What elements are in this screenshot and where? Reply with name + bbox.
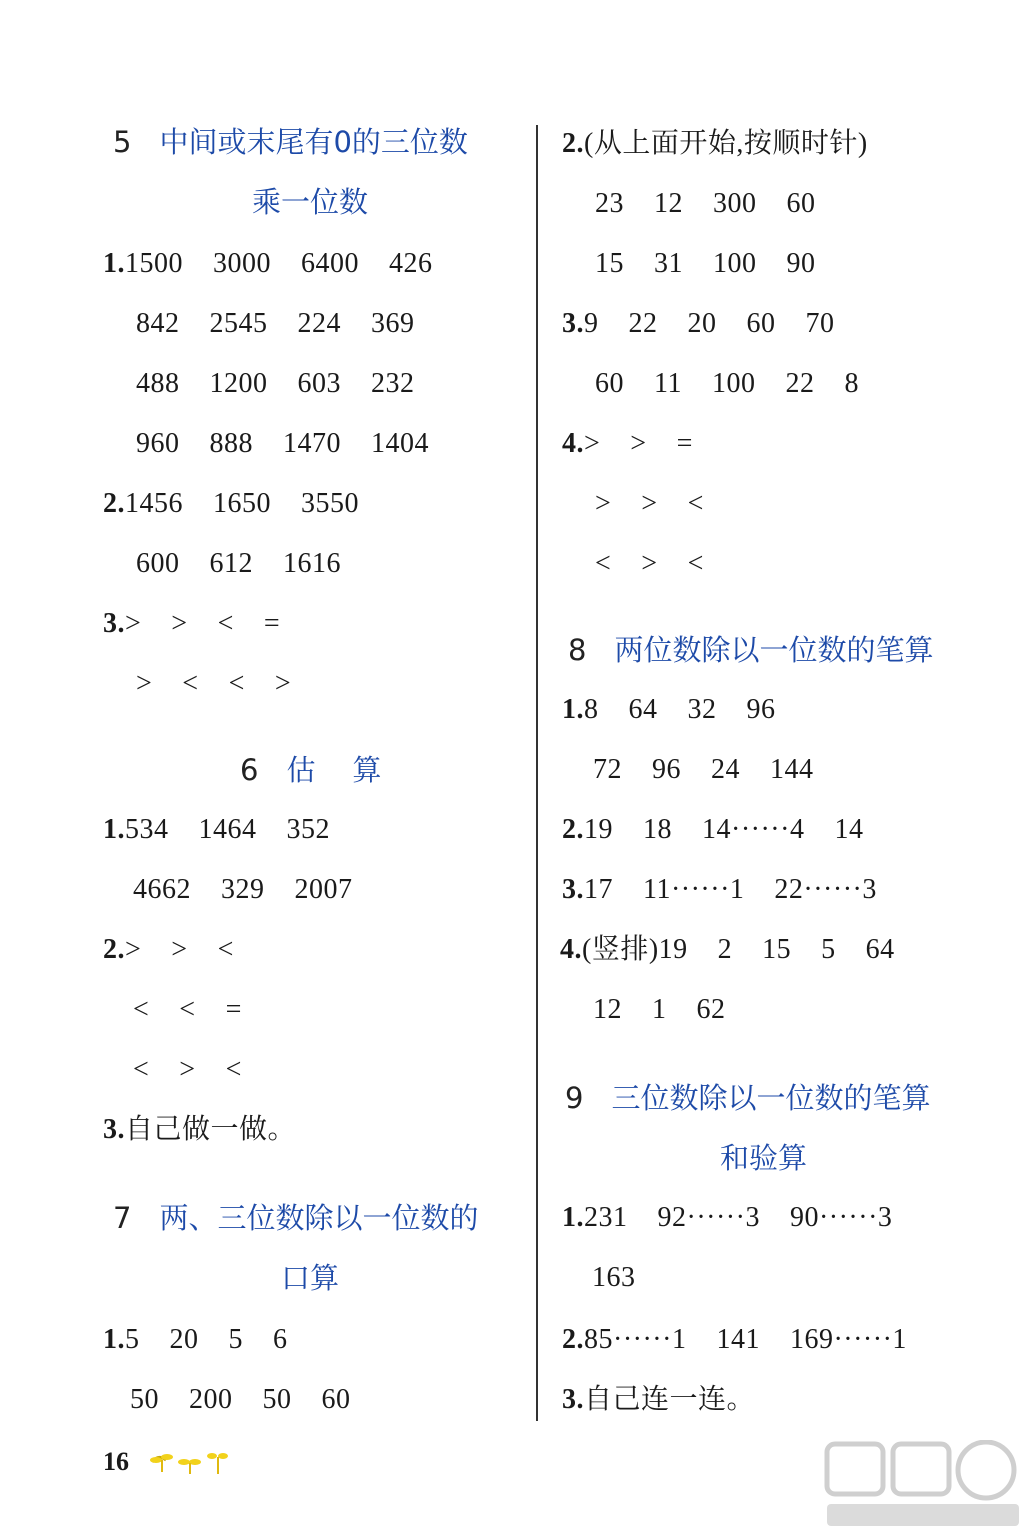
s8-q4-row1 xyxy=(560,930,895,970)
answer-text: > > = xyxy=(584,428,693,459)
question-number: 2. xyxy=(562,128,584,159)
answer-text: 自己连一连。 xyxy=(584,1384,756,1415)
s7-q2-row3: 15 31 100 90 xyxy=(595,248,816,279)
question-number: 3. xyxy=(562,1384,584,1415)
section-title: 三位数除以一位数的笔算 xyxy=(611,1081,931,1115)
section-8-heading xyxy=(568,630,933,670)
column-divider xyxy=(536,125,538,1421)
section-5-heading xyxy=(113,122,468,162)
sprout-decoration-icon xyxy=(148,1448,238,1478)
section-index: 6 xyxy=(240,753,259,787)
question-number: 2. xyxy=(103,934,125,965)
section-7-heading xyxy=(113,1198,478,1238)
section-index: 7 xyxy=(113,1201,132,1235)
question-number: 1. xyxy=(562,1202,584,1233)
s8-q3-row1 xyxy=(562,870,877,910)
s9-q3-row1 xyxy=(562,1380,755,1420)
question-number: 1. xyxy=(562,694,584,725)
q1-row4: 960 888 1470 1404 xyxy=(136,428,429,459)
page-number: 16 xyxy=(103,1447,129,1476)
q3-row2: > < < > xyxy=(136,668,292,699)
answer-text: 17 11······1 22······3 xyxy=(584,874,877,905)
s9-q2-row1 xyxy=(562,1320,907,1360)
question-number: 1. xyxy=(103,814,125,845)
answer-text: 8 64 32 96 xyxy=(584,694,776,725)
answer-text: 85······1 141 169······1 xyxy=(584,1324,907,1355)
s6-q2-row1 xyxy=(103,930,234,970)
section-5-heading-line2: 乘一位数 xyxy=(252,185,369,219)
s7-q3-row1 xyxy=(562,304,835,344)
s6-q2-row3: < > < xyxy=(133,1054,242,1085)
answer-text: (从上面开始,按顺时针) xyxy=(584,128,868,159)
s8-q1-row1 xyxy=(562,690,776,730)
q1-row3: 488 1200 603 232 xyxy=(136,368,415,399)
q1-row1 xyxy=(103,244,433,284)
question-number: 2. xyxy=(562,1324,584,1355)
section-title: 估 算 xyxy=(286,753,382,787)
question-number: 3. xyxy=(562,874,584,905)
s6-q3-row1 xyxy=(103,1110,296,1150)
question-number: 2. xyxy=(103,488,125,519)
question-number: 3. xyxy=(103,608,125,639)
answer-text: (竖排)19 2 15 5 64 xyxy=(582,934,895,965)
section-index: 5 xyxy=(113,125,132,159)
section-index: 9 xyxy=(565,1081,584,1115)
answer-text: 5 20 5 6 xyxy=(125,1324,288,1355)
section-7-heading-line2: 口算 xyxy=(281,1261,340,1295)
section-title: 两、三位数除以一位数的 xyxy=(159,1201,479,1235)
s7-q1-row1 xyxy=(103,1320,288,1360)
s7-q2-row2: 23 12 300 60 xyxy=(595,188,816,219)
question-number: 1. xyxy=(103,1324,125,1355)
answer-text: 自己做一做。 xyxy=(125,1114,297,1145)
s7-q3-row2: 60 11 100 22 8 xyxy=(595,368,859,399)
s6-q1-row1 xyxy=(103,810,330,850)
s6-q2-row2: < < = xyxy=(133,994,242,1025)
s9-q1-row2: 163 xyxy=(592,1262,636,1293)
q2-row1 xyxy=(103,484,359,524)
question-number: 3. xyxy=(562,308,584,339)
s7-q4-row2: > > < xyxy=(595,488,704,519)
s8-q1-row2: 72 96 24 144 xyxy=(593,754,814,785)
s9-q1-row1 xyxy=(562,1198,892,1238)
answer-text: 534 1464 352 xyxy=(125,814,330,845)
watermark-logo-icon xyxy=(823,1440,1023,1530)
q3-row1 xyxy=(103,604,280,644)
answer-text: 1456 1650 3550 xyxy=(125,488,359,519)
answer-text: 9 22 20 60 70 xyxy=(584,308,835,339)
section-title: 中间或末尾有0的三位数 xyxy=(159,125,468,159)
question-number: 4. xyxy=(562,428,584,459)
answer-text: 231 92······3 90······3 xyxy=(584,1202,893,1233)
q2-row2: 600 612 1616 xyxy=(136,548,341,579)
section-index: 8 xyxy=(568,633,587,667)
question-number: 3. xyxy=(103,1114,125,1145)
section-9-heading xyxy=(565,1078,930,1118)
question-number: 4. xyxy=(560,934,582,965)
s8-q2-row1 xyxy=(562,810,863,850)
answer-text: > > < = xyxy=(125,608,281,639)
s7-q2-row1 xyxy=(562,124,868,164)
question-number: 1. xyxy=(103,248,125,279)
q1-row2: 842 2545 224 369 xyxy=(136,308,415,339)
section-title: 两位数除以一位数的笔算 xyxy=(614,633,934,667)
answer-text: 19 18 14······4 14 xyxy=(584,814,864,845)
question-number: 2. xyxy=(562,814,584,845)
s7-q4-row3: < > < xyxy=(595,548,704,579)
s6-q1-row2: 4662 329 2007 xyxy=(133,874,353,905)
s7-q1-row2: 50 200 50 60 xyxy=(130,1384,351,1415)
s8-q4-row2: 12 1 62 xyxy=(593,994,726,1025)
section-9-heading-line2: 和验算 xyxy=(720,1141,808,1175)
answer-text: > > < xyxy=(125,934,234,965)
section-6-heading xyxy=(240,750,381,790)
answer-text: 1500 3000 6400 426 xyxy=(125,248,433,279)
s7-q4-row1 xyxy=(562,424,693,464)
